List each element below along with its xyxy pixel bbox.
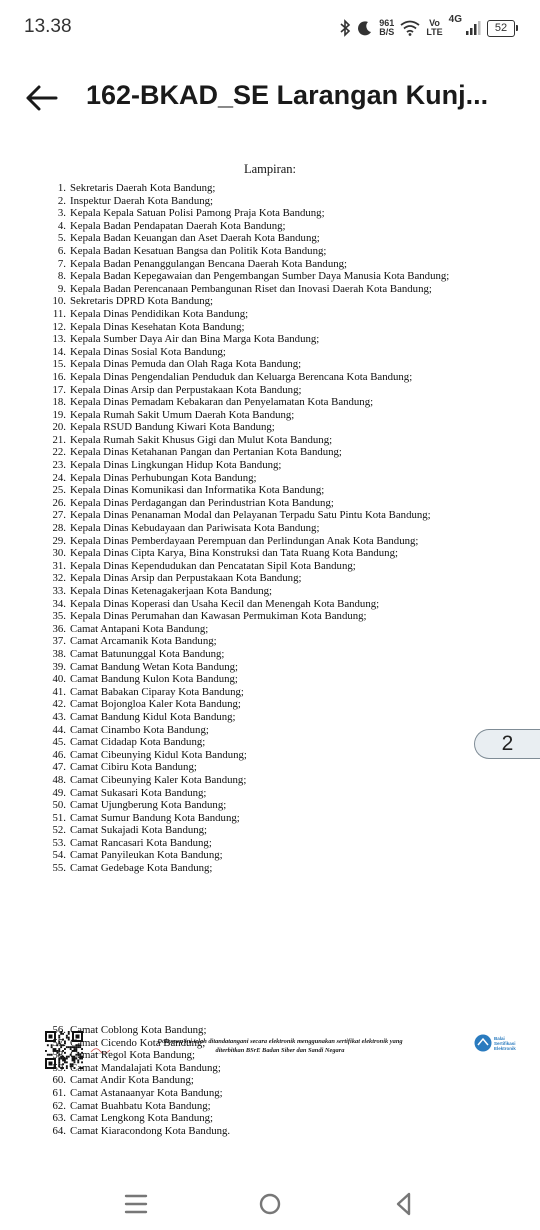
list-item-number: 45. [52,736,66,749]
list-item-text: Camat Rancasari Kota Bandung; [70,836,212,849]
list-item [44,560,449,573]
list-item [44,736,449,749]
list-item-number: 59. [52,1061,66,1074]
list-item-text: Kepala Badan Perencanaan Pembangunan Riset dan Inovasi Daerah Kota Bandung; [70,282,432,295]
list-item-number: 33. [52,585,66,597]
lampiran-title: Lampiran: [243,162,297,176]
list-item [44,358,449,371]
list-item-number: 58. [52,1049,66,1062]
list-item [44,585,449,598]
list-item-text: Kepala Dinas Kesehatan Kota Bandung; [70,320,245,333]
network-type: 4G [448,14,462,25]
list-item-number: 20. [52,421,66,434]
list-item-text: Camat Arcamanik Kota Bandung; [70,635,217,648]
list-item [44,270,449,283]
list-item-text: Kepala Dinas Cipta Karya, Bina Konstruksi dan Tata Ruang Kota Bandung; [70,547,398,560]
network-speed [379,19,394,37]
list-item-text: Kepala Dinas Sosial Kota Bandung; [70,345,226,358]
navigation-bar [0,1180,540,1230]
battery-tip [516,25,518,31]
list-item-text: Kepala Kepala Satuan Polisi Pamong Praja Kota Bandung; [70,207,325,220]
list-item-number: 64. [52,1124,66,1137]
list-item-text: Camat Cicendo Kota Bandung; [70,1036,206,1049]
list-item-text: Camat Ujungberung Kota Bandung; [70,799,227,812]
list-item-number: 57. [52,1036,66,1049]
bsre-text [494,1036,516,1051]
list-item-number: 39. [52,660,66,673]
list-item [44,207,449,220]
list-item [44,421,449,434]
list-item [44,686,449,699]
recent-apps-button[interactable] [118,1186,154,1222]
list-item [44,1074,230,1087]
list-item-text: Camat Andir Kota Bandung; [70,1074,194,1087]
list-item-number: 30. [52,547,66,560]
list-item-number: 53. [52,836,66,849]
list-item [44,623,449,636]
list-item-number: 6. [57,244,66,257]
list-item [44,446,449,459]
list-item-text: Sekretaris Daerah Kota Bandung; [70,182,216,194]
back-nav-button[interactable] [386,1186,422,1222]
moon-icon [357,20,373,36]
list-item-text: Camat Lengkong Kota Bandung; [70,1112,214,1125]
list-item-number: 11. [52,307,66,320]
list-item-number: 42. [52,698,66,711]
list-item [44,598,449,611]
list-item-text: Camat Gedebage Kota Bandung; [70,862,213,875]
menu-icon [118,1186,154,1222]
list-item [44,509,449,522]
list-item-number: 26. [52,496,66,509]
list-item-text: Kepala Dinas Penanaman Modal dan Pelayanan Terpadu Satu Pintu Kota Bandung; [70,509,431,522]
list-item-text: Kepala Rumah Sakit Umum Daerah Kota Bandung; [70,408,295,421]
battery-icon [487,20,518,37]
list-item [44,522,449,535]
list-item-number: 56. [52,1024,66,1036]
list-item [44,749,449,762]
list-item-text: Camat Cibeunying Kidul Kota Bandung; [70,748,247,761]
list-item-number: 52. [52,824,66,837]
list-item [44,308,449,321]
list-item [44,862,449,875]
list-item-number: 22. [52,446,66,459]
list-item [44,1100,230,1113]
list-item-text: Kepala Dinas Arsip dan Perpustakaan Kota Bandung; [70,383,302,396]
list-item-number: 8. [57,270,66,283]
list-item-text: Kepala Badan Kesatuan Bangsa dan Politik Kota Bandung; [70,244,327,257]
signal-icon [465,20,481,36]
list-item-text: Kepala Badan Pendapatan Daerah Kota Bandung; [70,219,286,232]
list-item [44,295,449,308]
list-item-number: 3. [57,207,66,220]
list-item-text: Camat Sukasari Kota Bandung; [70,786,207,799]
back-button[interactable] [22,78,62,118]
list-item-number: 47. [52,761,66,774]
list-item-number: 18. [52,396,66,409]
list-item-number: 25. [52,484,66,497]
list-item-number: 49. [52,786,66,799]
list-item [44,1037,230,1050]
list-item-number: 50. [52,799,66,812]
list-item-number: 13. [52,333,66,346]
list-item-number: 51. [52,811,66,824]
list-item [44,673,449,686]
list-item-text: Camat Panyileukan Kota Bandung; [70,849,223,862]
list-item-text: Camat Babakan Ciparay Kota Bandung; [70,685,244,698]
list-item-text: Camat Cinambo Kota Bandung; [70,723,209,736]
list-item-text: Inspektur Daerah Kota Bandung; [70,194,214,207]
list-item-number: 23. [52,459,66,472]
net-speed-value: 961 [379,18,395,28]
list-item [44,396,449,409]
list-item [44,661,449,674]
list-item [44,333,449,346]
list-item [44,1024,230,1037]
list-item [44,799,449,812]
list-item [44,635,449,648]
list-item-text: Kepala Badan Kepegawaian dan Pengembangan Sumber Daya Manusia Kota Bandung; [70,270,450,283]
list-item-number: 55. [52,862,66,875]
list-item [44,1062,230,1075]
list-item [44,371,449,384]
list-item-number: 40. [52,673,66,686]
list-item-number: 7. [57,257,66,270]
list-item-number: 37. [52,635,66,648]
list-item [44,837,449,850]
signature-text-line-2: diterbitkan BSrE Badan Siber dan Sandi Negara [215,1047,345,1054]
list-item-text: Kepala Dinas Pemadam Kebakaran dan Penyelamatan Kota Bandung; [70,396,374,409]
list-item-text: Kepala Dinas Pemberdayaan Perempuan dan Perlindungan Anak Kota Bandung; [70,534,419,547]
list-item-number: 32. [52,572,66,585]
list-item-text: Kepala Badan Keuangan dan Aset Daerah Kota Bandung; [70,232,320,245]
list-item [44,648,449,661]
list-item [44,245,449,258]
list-item-text: Camat Mandalajati Kota Bandung; [70,1061,221,1074]
list-item-number: 36. [52,622,66,635]
arrow-left-icon [22,78,62,118]
battery-level: 52 [487,20,515,37]
list-item-text: Kepala Dinas Pendidikan Kota Bandung; [70,307,249,320]
list-item-text: Camat Antapani Kota Bandung; [70,622,209,635]
list-item-text: Kepala Dinas Kependudukan dan Pencatatan Sipil Kota Bandung; [70,559,356,572]
volte-top: Vo [429,18,440,28]
list-item-number: 2. [57,194,66,207]
list-item-number: 29. [52,534,66,547]
list-item-number: 14. [52,345,66,358]
list-item-text: Kepala Dinas Lingkungan Hidup Kota Bandung; [70,459,282,472]
bsre-text-3: Elektronik [494,1045,516,1051]
list-item-text: Kepala Dinas Arsip dan Perpustakaan Kota Bandung; [70,572,302,585]
list-item [44,182,449,195]
list-item [44,232,449,245]
list-item [44,787,449,800]
list-item-number: 44. [52,723,66,736]
list-item-number: 34. [52,597,66,610]
list-item-number: 1. [57,182,66,194]
back-triangle-icon [386,1186,422,1222]
list-item-text: Camat Sumur Bandung Kota Bandung; [70,811,240,824]
list-item [44,497,449,510]
list-item-text: Kepala Dinas Perhubungan Kota Bandung; [70,471,257,484]
list-item [44,283,449,296]
list-item-text: Kepala Sumber Daya Air dan Bina Marga Kota Bandung; [70,333,320,346]
list-item-number: 4. [57,219,66,232]
list-item [44,1112,230,1125]
signature-text-line-1: Dokumen ini telah ditandatangani secara elektronik menggunakan sertifikat elektronik yang [157,1038,403,1045]
list-item-number: 35. [52,610,66,623]
list-item-text: Camat Kiaracondong Kota Bandung. [70,1124,231,1137]
status-icons [339,14,518,42]
bsre-logo [474,1034,516,1052]
list-item-text: Camat Sukajadi Kota Bandung; [70,824,208,837]
list-item-text: Kepala Dinas Koperasi dan Usaha Kecil dan Menengah Kota Bandung; [70,597,380,610]
list-item-text: Kepala Dinas Komunikasi dan Informatika Kota Bandung; [70,484,325,497]
bsre-text-2: Sertifikasi [494,1040,516,1046]
list-item-text: Kepala Rumah Sakit Khusus Gigi dan Mulut Kota Bandung; [70,433,333,446]
recipient-list-page-1 [44,182,449,875]
list-item-number: 43. [52,710,66,723]
wifi-icon [400,20,420,36]
list-item [44,1087,230,1100]
list-item [44,535,449,548]
list-item-text: Camat Cibeunying Kaler Kota Bandung; [70,773,247,786]
app-header [0,70,540,126]
net-speed-unit: B/S [379,27,395,37]
list-item-number: 62. [52,1099,66,1112]
list-item [44,1049,230,1062]
home-icon [252,1186,288,1222]
list-item-number: 15. [52,358,66,371]
status-bar [0,0,540,56]
list-item-number: 48. [52,773,66,786]
list-item-text: Camat Buahbatu Kota Bandung; [70,1099,211,1112]
page-indicator[interactable]: 2 [474,729,540,759]
list-item-text: Camat Astanaanyar Kota Bandung; [70,1086,223,1099]
list-item-text: Camat Coblong Kota Bandung; [70,1024,207,1036]
list-item-text: Kepala Dinas Perumahan dan Kawasan Permukiman Kota Bandung; [70,610,367,623]
list-item-text: Kepala Dinas Ketahanan Pangan dan Pertanian Kota Bandung; [70,446,342,459]
list-item [44,484,449,497]
list-item-number: 12. [52,320,66,333]
list-item-text: Camat Batununggal Kota Bandung; [70,647,225,660]
list-item-number: 5. [57,232,66,245]
list-item-number: 21. [52,433,66,446]
list-item-number: 27. [52,509,66,522]
list-item-text: Camat Bojongloa Kaler Kota Bandung; [70,698,241,711]
list-item-text: Camat Bandung Kidul Kota Bandung; [70,710,236,723]
list-item-number: 9. [57,282,66,295]
list-item [44,384,449,397]
list-item-number: 19. [52,408,66,421]
list-item-text: Camat Cibiru Kota Bandung; [70,761,197,774]
list-item-text: Kepala Dinas Pemuda dan Olah Raga Kota Bandung; [70,358,302,371]
list-item-text: Camat Bandung Kulon Kota Bandung; [70,673,238,686]
list-item [44,698,449,711]
list-item [44,258,449,271]
list-item-number: 24. [52,471,66,484]
list-item [44,774,449,787]
list-item [44,849,449,862]
bsre-text-1: Balai [494,1035,505,1041]
list-item-text: Sekretaris DPRD Kota Bandung; [70,295,214,308]
list-item-number: 38. [52,647,66,660]
list-item [44,1125,230,1138]
list-item [44,472,449,485]
list-item [44,724,449,737]
list-item-number: 17. [52,383,66,396]
list-item [44,610,449,623]
list-item-number: 16. [52,370,66,383]
list-item-text: Camat Regol Kota Bandung; [70,1049,196,1062]
list-item-number: 10. [52,295,66,308]
bluetooth-icon [339,19,351,37]
home-button[interactable] [252,1186,288,1222]
status-time: 13.38 [24,16,72,37]
list-item-number: 54. [52,849,66,862]
list-item [44,346,449,359]
list-item [44,220,449,233]
list-item [44,572,449,585]
list-item-text: Kepala RSUD Bandung Kiwari Kota Bandung; [70,421,275,434]
list-item-number: 31. [52,559,66,572]
list-item-text: Camat Bandung Wetan Kota Bandung; [70,660,239,673]
list-item-number: 61. [52,1086,66,1099]
list-item-text: Kepala Dinas Kebudayaan dan Pariwisata Kota Bandung; [70,522,320,535]
volte-indicator [426,19,442,37]
list-item-text: Kepala Badan Penanggulangan Bencana Daerah Kota Bandung; [70,257,348,270]
list-item [44,409,449,422]
volte-bottom: LTE [426,27,443,37]
list-item [44,459,449,472]
list-item [44,711,449,724]
list-item-number: 46. [52,748,66,761]
list-item-text: Kepala Dinas Perdagangan dan Perindustrian Kota Bandung; [70,496,334,509]
list-item [44,547,449,560]
document-title: 162-BKAD_SE Larangan Kunj... [86,80,489,110]
recipient-list-page-2 [44,1024,230,1137]
list-item [44,195,449,208]
list-item-number: 28. [52,522,66,535]
list-item-number: 60. [52,1074,66,1087]
list-item-text: Camat Cidadap Kota Bandung; [70,736,206,749]
list-item [44,761,449,774]
list-item-text: Kepala Dinas Pengendalian Penduduk dan Keluarga Berencana Kota Bandung; [70,370,413,383]
list-item [44,434,449,447]
list-item-number: 63. [52,1112,66,1125]
list-item [44,824,449,837]
bsre-emblem-icon [474,1034,492,1052]
list-item [44,321,449,334]
list-item-number: 41. [52,685,66,698]
list-item-text: Kepala Dinas Ketenagakerjaan Kota Bandung; [70,585,273,597]
list-item [44,812,449,825]
